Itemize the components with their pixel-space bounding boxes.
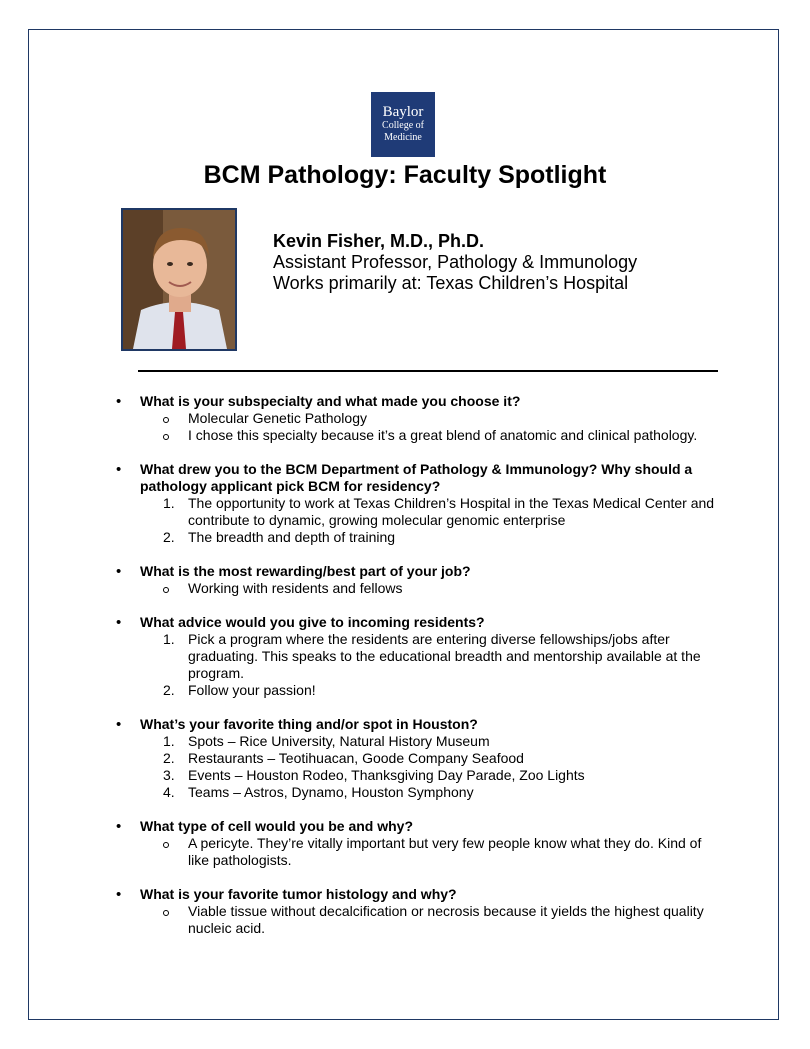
list-number: 1. xyxy=(163,495,175,511)
answer-text: The opportunity to work at Texas Children’s Hospital in the Texas Medical Center and contribute to dynamic, growing molecular genomic enterprise xyxy=(188,495,715,528)
question: • What type of cell would you be and why? xyxy=(0,818,810,835)
answer-text: Spots – Rice University, Natural History Museum xyxy=(188,733,490,749)
answer-item xyxy=(0,495,810,529)
answer-item xyxy=(0,733,810,750)
divider xyxy=(138,370,718,372)
qa-list xyxy=(0,393,810,937)
answer-text: Pick a program where the residents are entering diverse fellowships/jobs after graduating. This speaks to the educational breadth and mentorship available at the program. xyxy=(188,631,701,681)
page-title: BCM Pathology: Faculty Spotlight xyxy=(203,161,607,189)
answer-item xyxy=(0,835,810,869)
faculty-name: Kevin Fisher, M.D., Ph.D. xyxy=(273,231,485,251)
baylor-logo: Baylor College of Medicine xyxy=(371,92,435,157)
answer-item xyxy=(0,750,810,767)
question: • What is your subspecialty and what made you choose it? xyxy=(0,393,810,410)
answer-item xyxy=(0,580,810,597)
circle-bullet-icon xyxy=(163,842,169,848)
answer-item xyxy=(0,682,810,699)
circle-bullet-icon xyxy=(163,587,169,593)
answer-text: Follow your passion! xyxy=(188,682,316,698)
answer-item xyxy=(0,410,810,427)
list-number: 1. xyxy=(163,631,175,647)
portrait-illustration xyxy=(123,210,235,349)
list-number: 1. xyxy=(163,733,175,749)
answer-text: Molecular Genetic Pathology xyxy=(188,410,367,426)
answer-item xyxy=(0,784,810,801)
question: • What is your favorite tumor histology and why? xyxy=(0,886,810,903)
faculty-workplace: Works primarily at: Texas Children’s Hospital xyxy=(273,273,629,293)
answer-text: Working with residents and fellows xyxy=(188,580,403,596)
answer-item xyxy=(0,631,810,682)
question: • What advice would you give to incoming residents? xyxy=(0,614,810,631)
list-number: 2. xyxy=(163,682,175,698)
list-number: 3. xyxy=(163,767,175,783)
faculty-role: Assistant Professor, Pathology & Immunology xyxy=(273,252,638,272)
circle-bullet-icon xyxy=(163,434,169,440)
question: • What’s your favorite thing and/or spot in Houston? xyxy=(0,716,810,733)
answer-item xyxy=(0,767,810,784)
answer-text: Viable tissue without decalcification or necrosis because it yields the highest quality nucleic acid. xyxy=(188,903,704,936)
answer-text: Events – Houston Rodeo, Thanksgiving Day Parade, Zoo Lights xyxy=(188,767,585,783)
question: • What drew you to the BCM Department of Pathology & Immunology? Why should a pathology applicant pick BCM for residency? xyxy=(0,461,810,495)
list-number: 2. xyxy=(163,529,175,545)
answer-text: Teams – Astros, Dynamo, Houston Symphony xyxy=(188,784,474,800)
answer-item xyxy=(0,427,810,444)
answer-text: Restaurants – Teotihuacan, Goode Company Seafood xyxy=(188,750,524,766)
answer-text: A pericyte. They’re vitally important but very few people know what they do. Kind of like pathologists. xyxy=(188,835,702,868)
answer-text: I chose this specialty because it’s a great blend of anatomic and clinical pathology. xyxy=(188,427,698,443)
list-number: 4. xyxy=(163,784,175,800)
answer-text: The breadth and depth of training xyxy=(188,529,396,545)
faculty-photo xyxy=(121,208,237,351)
circle-bullet-icon xyxy=(163,417,169,423)
circle-bullet-icon xyxy=(163,910,169,916)
question: • What is the most rewarding/best part of your job? xyxy=(0,563,810,580)
answer-item xyxy=(0,903,810,937)
list-number: 2. xyxy=(163,750,175,766)
answer-item xyxy=(0,529,810,546)
